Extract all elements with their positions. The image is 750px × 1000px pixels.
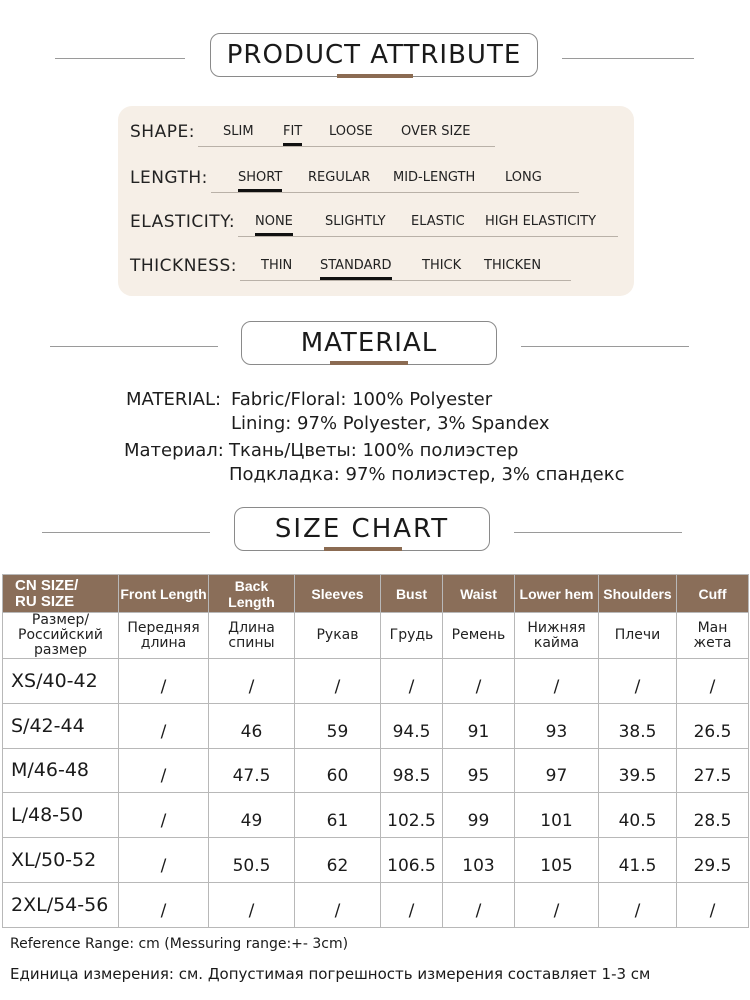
table-row [3, 748, 749, 793]
measurement-cell: 98.5 [381, 748, 443, 793]
divider-right [521, 346, 689, 347]
attribute-option-selected: SHORT [238, 170, 283, 185]
material-ru-label: Материал: [124, 440, 224, 461]
size-cell: XL/50-52 [3, 838, 119, 883]
attribute-label: SHAPE: [130, 122, 195, 142]
measurement-cell: 105 [515, 838, 599, 883]
table-row [3, 838, 749, 883]
attribute-option: OVER SIZE [401, 124, 471, 139]
column-header-ru: Рукав [295, 613, 381, 659]
attribute-label: LENGTH: [130, 168, 208, 188]
column-header-en: Front Length [119, 575, 209, 613]
measurement-cell: 28.5 [677, 793, 749, 838]
column-header-ru: Ман жета [677, 613, 749, 659]
measurement-cell: / [515, 659, 599, 704]
column-header-en: Shoulders [599, 575, 677, 613]
table-row [3, 793, 749, 838]
column-header-ru: Длина спины [209, 613, 295, 659]
column-header-en: Lower hem [515, 575, 599, 613]
column-header-ru: Грудь [381, 613, 443, 659]
measurement-cell: 41.5 [599, 838, 677, 883]
title-underline [337, 74, 413, 78]
measurement-cell: 91 [443, 703, 515, 748]
measurement-cell: / [599, 882, 677, 927]
column-header-ru: Нижняя кайма [515, 613, 599, 659]
column-header-en: Cuff [677, 575, 749, 613]
attribute-option: THICKEN [484, 258, 542, 273]
attribute-option: LOOSE [329, 124, 373, 139]
measurement-cell: 38.5 [599, 703, 677, 748]
attribute-option: SLIGHTLY [325, 214, 386, 229]
table-row [3, 882, 749, 927]
measurement-cell: 97 [515, 748, 599, 793]
measurement-cell: 99 [443, 793, 515, 838]
table-header-ru [3, 613, 749, 659]
measurement-cell: 59 [295, 703, 381, 748]
measurement-cell: / [295, 882, 381, 927]
divider-left [42, 532, 210, 533]
measurement-cell: 49 [209, 793, 295, 838]
column-header-ru: Передняя длина [119, 613, 209, 659]
attribute-row-shape [118, 116, 634, 146]
measurement-cell: / [295, 659, 381, 704]
measurement-cell: / [119, 659, 209, 704]
footnote-en: Reference Range: cm (Messuring range:+- 3cm) [10, 936, 349, 952]
attribute-option: SLIM [223, 124, 254, 139]
measurement-cell: / [119, 748, 209, 793]
measurement-cell: / [119, 838, 209, 883]
table-row [3, 703, 749, 748]
size-cell: XS/40-42 [3, 659, 119, 704]
column-header-en: Bust [381, 575, 443, 613]
attribute-option: HIGH ELASTICITY [485, 214, 597, 229]
column-header-ru: Плечи [599, 613, 677, 659]
measurement-cell: / [599, 659, 677, 704]
divider-right [514, 532, 682, 533]
measurement-cell: 26.5 [677, 703, 749, 748]
measurement-cell: / [677, 882, 749, 927]
measurement-cell: 93 [515, 703, 599, 748]
size-chart-title: SIZE CHART [234, 507, 490, 551]
size-chart-heading [0, 507, 750, 557]
column-header-en: CN SIZE/ RU SIZE [3, 575, 119, 613]
measurement-cell: 101 [515, 793, 599, 838]
divider-right [562, 58, 694, 59]
measurement-cell: / [119, 703, 209, 748]
attribute-option: ELASTIC [411, 214, 465, 229]
attribute-option: LONG [505, 170, 542, 185]
measurement-cell: 29.5 [677, 838, 749, 883]
measurement-cell: / [209, 659, 295, 704]
attribute-option: REGULAR [308, 170, 371, 185]
attribute-label: ELASTICITY: [130, 212, 236, 232]
material-ru-line2: Подкладка: 97% полиэстер, 3% спандекс [229, 464, 625, 485]
column-header-en: Sleeves [295, 575, 381, 613]
title-underline [330, 361, 408, 365]
material-title: MATERIAL [241, 321, 497, 365]
measurement-cell: 47.5 [209, 748, 295, 793]
measurement-cell: / [209, 882, 295, 927]
measurement-cell: 102.5 [381, 793, 443, 838]
attribute-rule [198, 146, 495, 147]
measurement-cell: 40.5 [599, 793, 677, 838]
measurement-cell: / [381, 659, 443, 704]
measurement-cell: 39.5 [599, 748, 677, 793]
measurement-cell: 62 [295, 838, 381, 883]
measurement-cell: / [443, 659, 515, 704]
material-ru-line1: Ткань/Цветы: 100% полиэстер [229, 440, 519, 461]
measurement-cell: / [119, 793, 209, 838]
attribute-option: MID-LENGTH [393, 170, 476, 185]
measurement-cell: / [381, 882, 443, 927]
size-cell: L/48-50 [3, 793, 119, 838]
measurement-cell: / [119, 882, 209, 927]
material-en-line1: Fabric/Floral: 100% Polyester [231, 389, 493, 410]
attribute-rule [238, 236, 618, 237]
size-chart-table [2, 574, 749, 928]
attribute-rule [211, 192, 579, 193]
column-header-en: Waist [443, 575, 515, 613]
attribute-row-length [118, 162, 634, 192]
column-header-ru: Ремень [443, 613, 515, 659]
attribute-option-selected: STANDARD [320, 258, 392, 273]
attribute-label: THICKNESS: [130, 256, 237, 276]
material-en-line2: Lining: 97% Polyester, 3% Spandex [231, 413, 550, 434]
size-cell: S/42-44 [3, 703, 119, 748]
measurement-cell: 61 [295, 793, 381, 838]
attribute-option: THICK [422, 258, 462, 273]
column-header-en: Back Length [209, 575, 295, 613]
material-heading [0, 321, 750, 371]
footnote-ru: Единица измерения: см. Допустимая погрешность измерения составляет 1-3 см [10, 965, 651, 983]
title-underline [324, 547, 402, 551]
attribute-panel [118, 106, 634, 296]
size-cell: 2XL/54-56 [3, 882, 119, 927]
divider-left [50, 346, 218, 347]
measurement-cell: 50.5 [209, 838, 295, 883]
attribute-option: THIN [261, 258, 293, 273]
measurement-cell: 103 [443, 838, 515, 883]
measurement-cell: 60 [295, 748, 381, 793]
measurement-cell: / [677, 659, 749, 704]
divider-left [55, 58, 185, 59]
attribute-rule [240, 280, 571, 281]
size-cell: M/46-48 [3, 748, 119, 793]
measurement-cell: 27.5 [677, 748, 749, 793]
attribute-row-thickness [118, 250, 634, 280]
material-en-label: MATERIAL: [126, 389, 222, 410]
table-row [3, 659, 749, 704]
product-attribute-heading [0, 33, 750, 83]
measurement-cell: 106.5 [381, 838, 443, 883]
measurement-cell: / [443, 882, 515, 927]
measurement-cell: 95 [443, 748, 515, 793]
measurement-cell: 46 [209, 703, 295, 748]
table-header-en [3, 575, 749, 613]
column-header-ru: Размер/ Российский размер [3, 613, 119, 659]
attribute-option-selected: FIT [283, 124, 303, 139]
attribute-option-selected: NONE [255, 214, 293, 229]
attribute-row-elasticity [118, 206, 634, 236]
product-attribute-title: PRODUCT ATTRIBUTE [210, 33, 538, 77]
measurement-cell: 94.5 [381, 703, 443, 748]
measurement-cell: / [515, 882, 599, 927]
